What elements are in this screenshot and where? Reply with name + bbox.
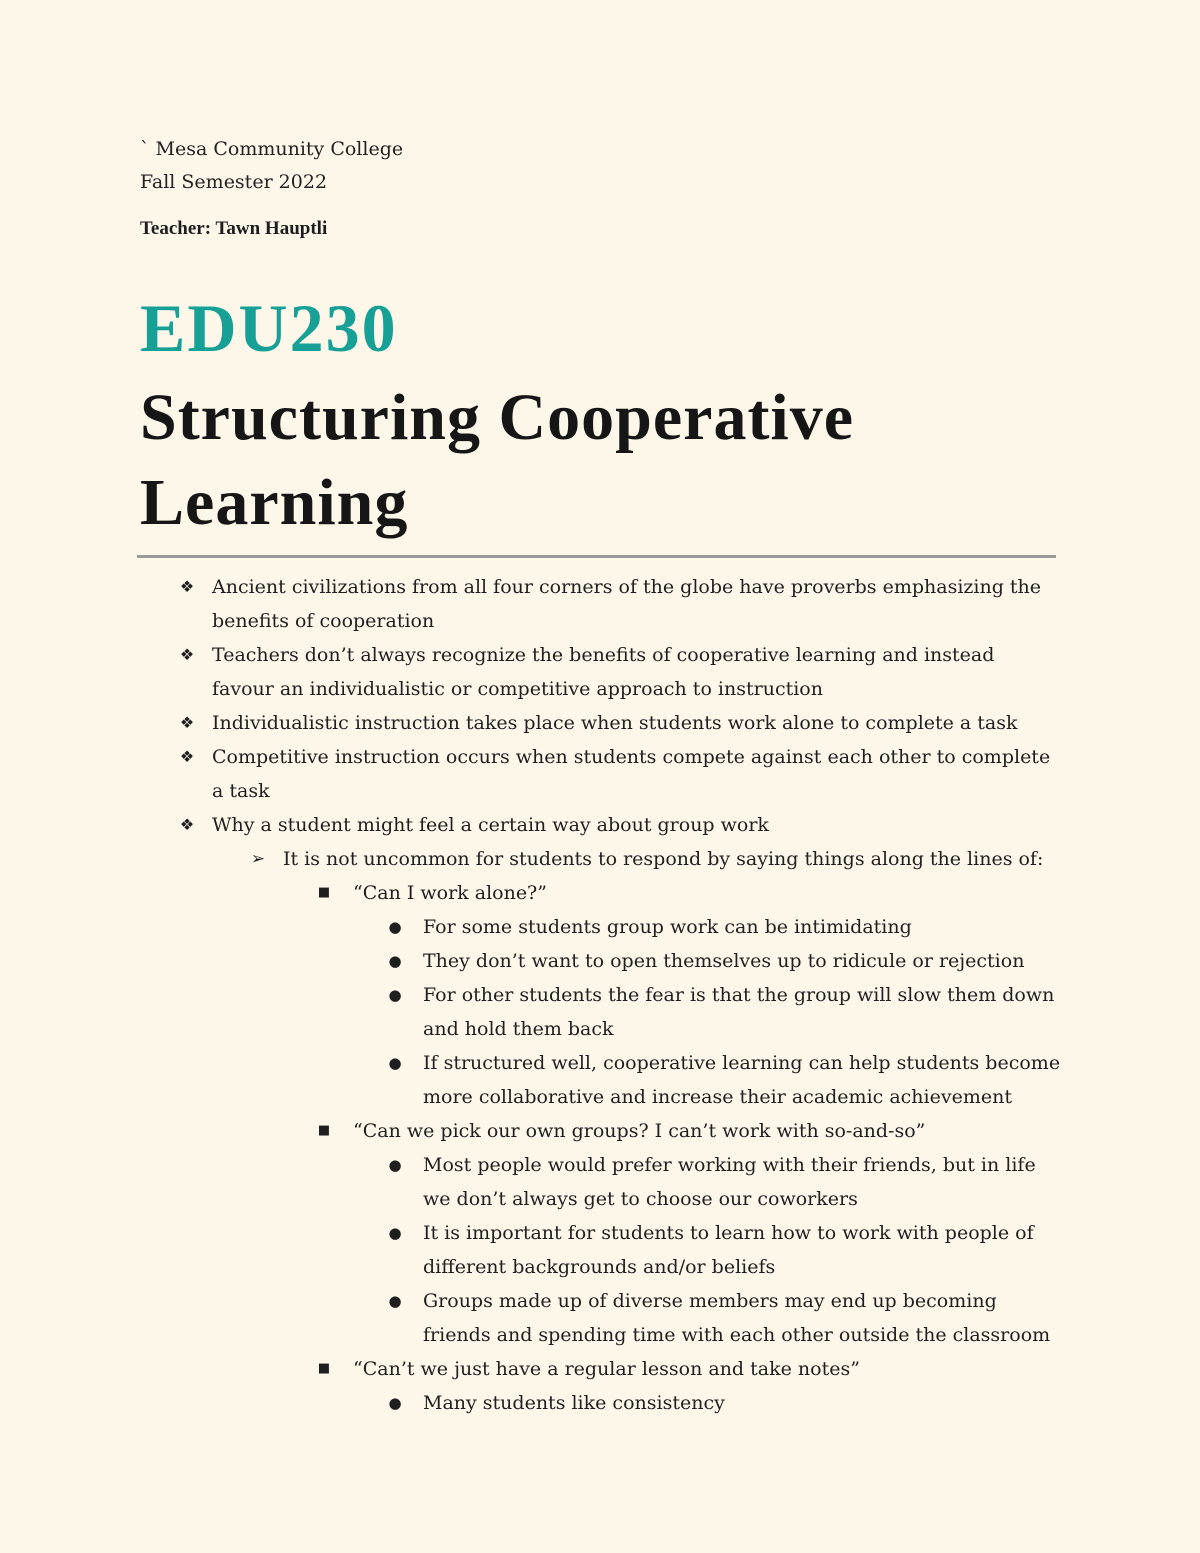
semester-label: Fall Semester 2022 xyxy=(140,171,328,193)
list-item-text: If structured well, cooperative learning can help students become more collaborative and increase their academic achievement xyxy=(423,1052,1061,1108)
list-item xyxy=(0,876,1063,910)
list-item-text: “Can’t we just have a regular lesson and take notes” xyxy=(353,1358,860,1380)
title-line-1: Structuring Cooperative xyxy=(140,381,855,454)
list-item xyxy=(0,706,1062,740)
list-item xyxy=(0,1114,1063,1148)
dot-bullet-icon: ● xyxy=(388,952,402,970)
list-item-text: It is important for students to learn how to work with people of different backgrounds and/or beliefs xyxy=(423,1222,1034,1278)
list-item xyxy=(0,740,1062,808)
horizontal-divider xyxy=(137,555,1056,558)
document-title xyxy=(140,375,1040,545)
list-item xyxy=(0,570,1062,638)
dot-bullet-icon: ● xyxy=(388,1156,402,1174)
dot-bullet-icon: ● xyxy=(388,1394,402,1412)
square-bullet-icon: ■ xyxy=(317,1361,331,1376)
list-item-text: Why a student might feel a certain way about group work xyxy=(212,814,769,836)
list-item xyxy=(0,1046,1063,1114)
list-item-text: Competitive instruction occurs when students compete against each other to complete a task xyxy=(212,746,1051,802)
list-item-text: It is not uncommon for students to respond by saying things along the lines of: xyxy=(283,848,1044,870)
dot-bullet-icon: ● xyxy=(388,1224,402,1242)
square-bullet-icon: ■ xyxy=(317,1123,331,1138)
diamond-bullet-icon: ❖ xyxy=(179,645,195,664)
list-item xyxy=(0,1216,1063,1284)
list-item-text: “Can I work alone?” xyxy=(353,882,547,904)
square-bullet-icon: ■ xyxy=(317,885,331,900)
teacher-name: Teacher: Tawn Hauptli xyxy=(140,218,328,239)
college-name: ` Mesa Community College xyxy=(140,138,404,160)
dot-bullet-icon: ● xyxy=(388,1292,402,1310)
diamond-bullet-icon: ❖ xyxy=(179,713,195,732)
diamond-bullet-icon: ❖ xyxy=(179,815,195,834)
list-item-text: Groups made up of diverse members may end up becoming friends and spending time with each other outside the classroom xyxy=(423,1290,1051,1346)
list-item-text: Ancient civilizations from all four corners of the globe have proverbs emphasizing the benefits of cooperation xyxy=(212,576,1042,632)
diamond-bullet-icon: ❖ xyxy=(179,577,195,596)
list-item-text: They don’t want to open themselves up to ridicule or rejection xyxy=(423,950,1025,972)
list-item xyxy=(0,808,1062,842)
course-code: EDU230 xyxy=(140,290,398,366)
list-item-text: Most people would prefer working with their friends, but in life we don’t always get to choose our coworkers xyxy=(423,1154,1036,1210)
document-header xyxy=(140,133,403,199)
dot-bullet-icon: ● xyxy=(388,986,402,1004)
list-item xyxy=(0,638,1062,706)
list-item-text: Individualistic instruction takes place when students work alone to complete a task xyxy=(212,712,1018,734)
list-item-text: “Can we pick our own groups? I can’t work with so-and-so” xyxy=(353,1120,926,1142)
dot-bullet-icon: ● xyxy=(388,1054,402,1072)
list-item xyxy=(0,842,1063,876)
title-line-2: Learning xyxy=(140,466,409,539)
bullet-list xyxy=(0,570,1200,1420)
list-item xyxy=(0,1284,1063,1352)
list-item-text: Teachers don’t always recognize the benefits of cooperative learning and instead favour an individualistic or competitive approach to instruction xyxy=(212,644,995,700)
list-item-text: For some students group work can be intimidating xyxy=(423,916,912,938)
arrow-bullet-icon: ➢ xyxy=(250,849,266,869)
diamond-bullet-icon: ❖ xyxy=(179,747,195,766)
list-item-text: Many students like consistency xyxy=(423,1392,725,1414)
list-item xyxy=(0,1386,1063,1420)
list-item-text: For other students the fear is that the group will slow them down and hold them back xyxy=(423,984,1055,1040)
list-item xyxy=(0,1352,1063,1386)
list-item xyxy=(0,978,1063,1046)
list-item xyxy=(0,944,1063,978)
list-item xyxy=(0,1148,1063,1216)
list-item xyxy=(0,910,1063,944)
dot-bullet-icon: ● xyxy=(388,918,402,936)
